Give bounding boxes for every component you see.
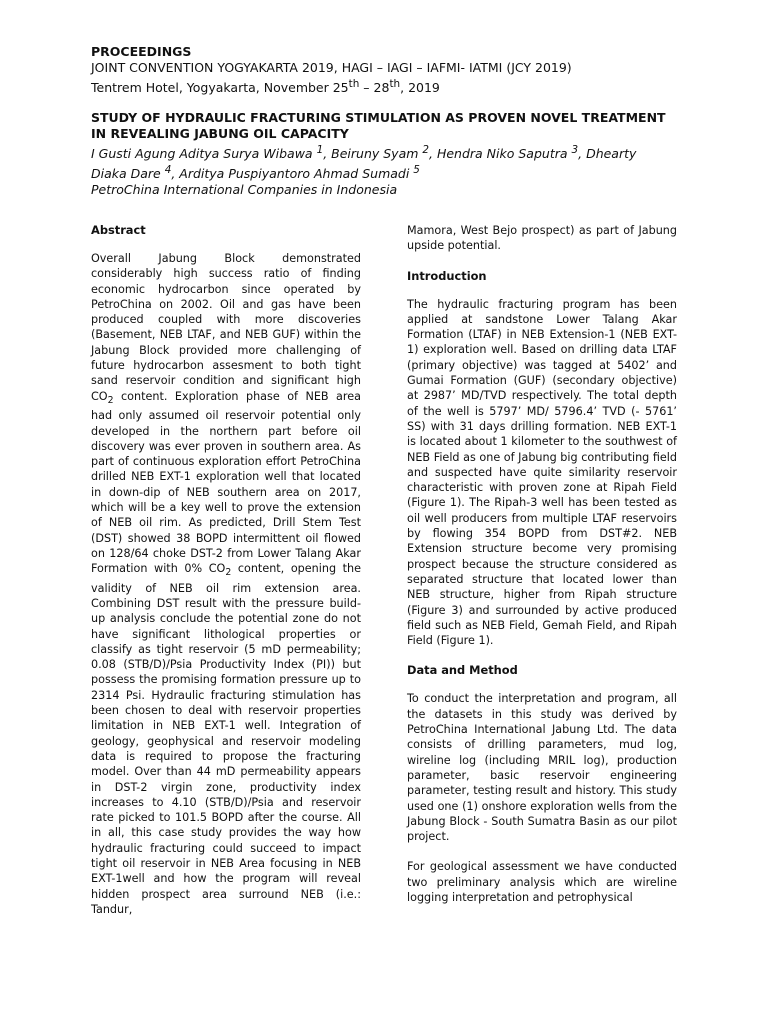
author-4-affil: 4 <box>164 164 172 177</box>
co2-subscript-1: 2 <box>107 394 114 406</box>
abstract-heading: Abstract <box>91 223 146 237</box>
data-method-paragraph-2: For geological assessment we have conducted two preliminary analysis which are wireline logging interpretation and petrophysical <box>407 860 677 904</box>
left-column <box>91 223 361 917</box>
convention-name: JOINT CONVENTION YOGYAKARTA 2019, HAGI – IAGI – IAFMI- IATMI (JCY 2019) <box>91 60 572 75</box>
abstract-text-part-3: content, opening the validity of NEB oil rim extension area. Combining DST result with the pressure build-up analysis conclude the potential zone do not have significant lithological properties or classify as tight reservoir (5 mD permeability; 0.08 (STB/D)/Psia Productivity Index (PI)) but possess the promising formation pressure up to 2314 Psi. Hydraulic fracturing stimulation has been chosen to deal with reservoir properties limitation in NEB EXT-1 well. Integration of geology, geophysical and reservoir modeling data is required to propose the fracturing model. Over than 44 mD permeability appears in DST-2 virgin zone, productivity index increases to 4.10 (STB/D)/Psia and reservoir rate picked to 101.5 BOPD after the course. All in all, this case study provides the way how hydraulic fracturing could succeed to impact tight oil reservoir in NEB Area focusing in NEB EXT-1well and how the program will reveal hidden prospect area surround NEB (i.e.: Tandur, <box>91 562 361 916</box>
author-5: , Arditya Puspiyantoro Ahmad Sumadi <box>171 166 414 182</box>
paper-title: STUDY OF HYDRAULIC FRACTURING STIMULATION AS PROVEN NOVEL TREATMENT IN REVEALING JABUNG OIL CAPACITY <box>91 110 666 142</box>
introduction-heading: Introduction <box>407 268 487 283</box>
author-3: , Hendra Niko Saputra <box>429 146 572 162</box>
author-3-affil: 3 <box>571 144 579 157</box>
author-2: , Beiruny Syam <box>323 146 423 162</box>
author-list <box>91 142 661 182</box>
abstract-continuation: Mamora, West Bejo prospect) as part of Jabung upside potential. <box>407 224 677 253</box>
data-method-paragraph-1: To conduct the interpretation and program, all the datasets in this study was derived by PetroChina International Jabung Ltd. The data consists of drilling parameters, mud log, wireline log (including MRIL log), production parameter, basic reservoir engineering parameter, testing result and history. This study used one (1) onshore exploration wells from the Jabung Block - South Sumatra Basin as our pilot project. <box>407 692 677 844</box>
venue-superscript-end: th <box>389 78 401 90</box>
proceedings-label: PROCEEDINGS <box>91 44 192 59</box>
author-2-affil: 2 <box>422 144 430 157</box>
abstract-text-part-2: content. Exploration phase of NEB area had only assumed oil reservoir potential only developed in the northern part before oil discovery was ever proven in southern area. As part of continuous exploration effort PetroChina drilled NEB EXT-1 exploration well that located in down-dip of NEB southern area on 2017, which will be a key well to prove the extension of NEB oil rim. As predicted, Drill Stem Test (DST) showed 38 BOPD intermittent oil flowed on 128/64 choke DST-2 from Lower Talang Akar Formation with 0% CO <box>91 389 361 576</box>
venue-year: , 2019 <box>400 80 440 96</box>
venue-date <box>91 76 691 96</box>
introduction-paragraph: The hydraulic fracturing program has been applied at sandstone Lower Talang Akar Formation (LTAF) in NEB Extension-1 (NEB EXT-1) exploration well. Based on drilling data LTAF (primary objective) was tagged at 5402’ and Gumai Formation (GUF) (secondary objective) at 2987’ MD/TVD respectively. The total depth of the well is 5797’ MD/ 5796.4’ TVD (- 5761’ SS) with 31 days drilling formation. NEB EXT-1 is located about 1 kilometer to the southwest of NEB Field as one of Jabung big contributing field and suspected have quite similarity reservoir characteristic with proven zone at Ripah Field (Figure 1). The Ripah-3 well has been tested as oil well producers from multiple LTAF reservoirs by flowing 354 BOPD from DST#2. NEB Extension structure become very promising prospect because the structure considered as separated structure that located lower than NEB structure, higher from Ripah structure (Figure 3) and surrounded by active produced field such as NEB Field, Gemah Field, and Ripah Field (Figure 1). <box>407 297 677 648</box>
abstract-paragraph <box>91 251 361 917</box>
affiliation: PetroChina International Companies in Indonesia <box>91 182 398 198</box>
data-method-heading: Data and Method <box>407 663 518 678</box>
abstract-text-part-1: Overall Jabung Block demonstrated considerably high success ratio of finding economic hydrocarbon since operated by PetroChina on 2002. Oil and gas have been produced coupled with more discoveries (Basement, NEB LTAF, and NEB GUF) within the Jabung Block provided more challenging of future hydrocarbon assesment to both tight sand reservoir condition and significant high CO <box>91 252 361 403</box>
venue-superscript-start: th <box>348 78 360 90</box>
right-column <box>407 223 677 905</box>
author-5-affil: 5 <box>413 164 420 177</box>
author-1: I Gusti Agung Aditya Surya Wibawa <box>91 146 317 162</box>
venue-text: Tentrem Hotel, Yogyakarta, November 25 <box>91 80 349 96</box>
author-4: , Dhearty Diaka Dare <box>91 146 637 182</box>
proceedings-header <box>91 44 691 198</box>
author-1-affil: 1 <box>316 144 324 157</box>
co2-subscript-2: 2 <box>225 567 232 579</box>
venue-dash: – 28 <box>359 80 390 96</box>
